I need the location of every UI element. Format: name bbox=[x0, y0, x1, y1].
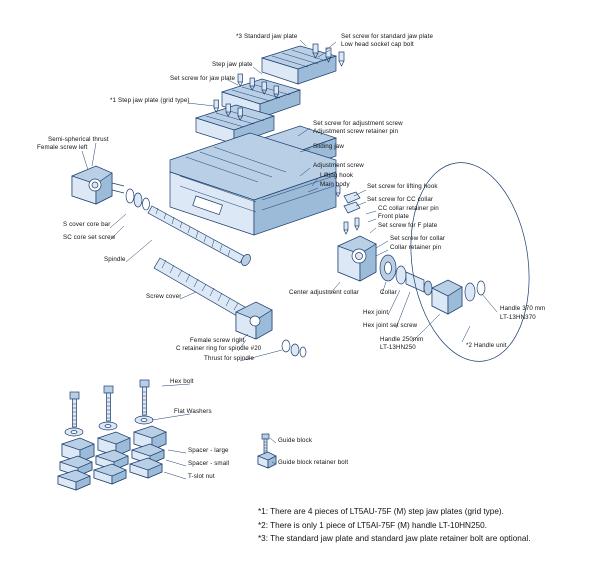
label-hex-joint-set-screw: Hex joint set screw bbox=[363, 322, 418, 329]
label-lifting-hook: Lifting hook bbox=[320, 172, 354, 179]
collar-hex-joint-group bbox=[380, 255, 485, 314]
label-set-screw-for-adjustment-screw: Set screw for adjustment screw bbox=[313, 120, 403, 127]
label-flat-washers: Flat Washers bbox=[174, 408, 212, 415]
label-t-slot-nut: T-slot nut bbox=[188, 473, 215, 480]
label-s-cover-core-bar: S cover core bar bbox=[63, 221, 111, 228]
screw-cover-group bbox=[154, 258, 250, 320]
label-cc-collar-retainer-pin: CC collar retainer pin bbox=[378, 205, 439, 212]
label-handle-lt-13hn370: LT-13HN370 bbox=[500, 314, 536, 321]
label-set-screw-for-cc-collar: Set screw for CC collar bbox=[367, 196, 434, 203]
label-female-screw-right: Female screw right bbox=[190, 337, 245, 344]
label-thrust-for-spindle: Thrust for spindle bbox=[204, 355, 255, 362]
footnote-2: *2: There is only 1 piece of LT5AI-75F (M) handle LT-10HN250. bbox=[258, 520, 487, 530]
label-screw-cover: Screw cover bbox=[146, 293, 182, 300]
lifting-hook-group bbox=[336, 186, 360, 213]
semi-spherical-thrust-parts bbox=[126, 189, 150, 210]
label-collar-retainer-pin: Collar retainer pin bbox=[390, 244, 442, 251]
hex-bolt-group-2 bbox=[104, 386, 113, 421]
footnote-3: *3: The standard jaw plate and standard jaw plate retainer bolt are optional. bbox=[258, 534, 531, 543]
label-step-jaw-plate: Step jaw plate bbox=[212, 61, 253, 68]
footnotes bbox=[258, 505, 531, 546]
hex-bolt-group-3 bbox=[140, 380, 149, 415]
label-spindle: Spindle bbox=[104, 256, 126, 263]
label-semi-spherical-thrust: Semi-spherical thrust bbox=[48, 136, 109, 143]
label-female-screw-left: Female screw left bbox=[37, 144, 88, 151]
label-step-jaw-plate-grid-type: *1 Step jaw plate (grid type) bbox=[110, 97, 190, 104]
label-guide-block-retainer-bolt: Guide block retainer bolt bbox=[278, 459, 349, 466]
label-set-screw-for-f-plate: Set screw for F plate bbox=[378, 222, 438, 229]
label-spacer-large: Spacer - large bbox=[188, 447, 229, 454]
label-spacer-small: Spacer - small bbox=[188, 460, 230, 467]
center-adjustment-collar-group bbox=[338, 218, 376, 281]
label-standard-jaw-plate: *3 Standard jaw plate bbox=[236, 33, 298, 40]
label-handle-lt-13hn250: LT-13HN250 bbox=[380, 344, 416, 351]
label-handle-250mm: Handle 250mm bbox=[380, 336, 424, 343]
label-handle-unit: *2 Handle unit bbox=[466, 342, 507, 349]
label-sc-core-set-screw: SC core set screw bbox=[63, 234, 116, 241]
label-set-screw-for-standard-jaw-plate: Set screw for standard jaw plate bbox=[341, 33, 434, 40]
label-front-plate: Front plate bbox=[378, 213, 409, 220]
label-hex-joint: Hex joint bbox=[363, 309, 389, 316]
label-set-screw-for-lifting-hook: Set screw for lifting hook bbox=[367, 183, 438, 190]
label-main-body: Main body bbox=[320, 181, 350, 188]
label-c-retainer-ring-for-spindle: C retainer ring for spindle #20 bbox=[176, 345, 262, 352]
label-adjustment-screw-retainer-pin: Adjustment screw retainer pin bbox=[313, 128, 399, 135]
label-low-head-socket-cap-bolt: Low head socket cap bolt bbox=[341, 41, 414, 48]
label-set-screw-for-jaw-plate: Set screw for jaw plate bbox=[170, 75, 236, 82]
label-center-adjustment-collar: Center adjustment collar bbox=[289, 289, 360, 296]
hex-bolt-group-1 bbox=[70, 392, 79, 427]
label-hex-bolt: Hex bolt bbox=[170, 378, 194, 385]
standard-jaw-plate-group bbox=[262, 46, 336, 84]
thrust-for-spindle-parts bbox=[282, 340, 306, 357]
label-set-screw-for-collar: Set screw for collar bbox=[390, 235, 446, 242]
female-screw-left-group bbox=[72, 166, 124, 204]
label-collar: Collar bbox=[380, 289, 397, 296]
footnote-1: *1: There are 4 pieces of LT5AU-75F (M) step jaw plates (grid type). bbox=[258, 507, 504, 516]
label-adjustment-screw: Adjustment screw bbox=[313, 162, 364, 169]
label-sliding-jaw: Sliding jaw bbox=[313, 143, 344, 150]
label-handle-370mm: Handle 370 mm bbox=[500, 305, 546, 312]
label-guide-block: Guide block bbox=[278, 437, 313, 444]
